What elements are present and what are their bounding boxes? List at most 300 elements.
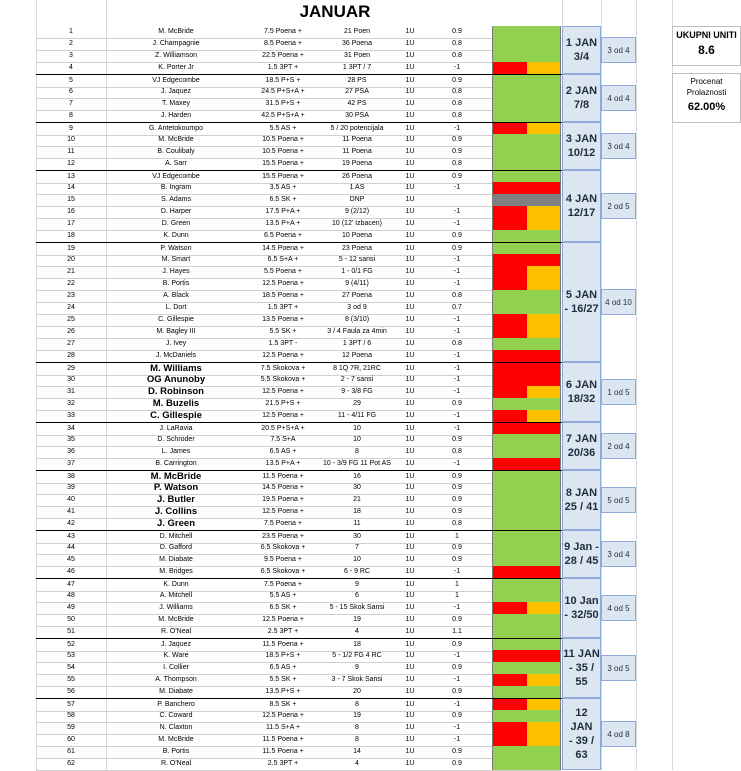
player-name[interactable]: M. Diabate bbox=[159, 556, 193, 563]
odds-return[interactable]: 0.8 bbox=[452, 448, 462, 455]
row-number[interactable]: 3 bbox=[69, 52, 73, 59]
player-name[interactable]: D. Gafford bbox=[159, 544, 193, 551]
player-name[interactable]: Z. Williamson bbox=[154, 52, 197, 59]
row-number[interactable]: 49 bbox=[67, 604, 75, 611]
day-tally[interactable]: 5 od 5 bbox=[601, 487, 636, 513]
stake-unit[interactable]: 1U bbox=[405, 556, 415, 563]
row-number[interactable]: 12 bbox=[67, 160, 75, 167]
player-name[interactable]: M. Smart bbox=[161, 256, 191, 263]
pass-rate-box[interactable] bbox=[672, 73, 741, 123]
day-tally[interactable]: 4 od 4 bbox=[601, 85, 636, 111]
bet-result[interactable]: 3 / 4 Faula za 4min bbox=[327, 328, 387, 335]
day-block[interactable] bbox=[562, 470, 601, 530]
bet-line[interactable]: 20.5 P+S+A + bbox=[261, 425, 305, 432]
row-number[interactable]: 13 bbox=[67, 173, 75, 180]
player-name[interactable]: R. O'Neal bbox=[160, 760, 192, 767]
stake-unit[interactable]: 1U bbox=[405, 604, 415, 611]
bet-line[interactable]: 12.5 Poena + bbox=[262, 712, 304, 719]
bet-result[interactable]: 9 - 3/8 FG bbox=[341, 388, 373, 395]
bet-result[interactable]: 29 bbox=[353, 400, 361, 407]
bet-line[interactable]: 1.5 3PT + bbox=[267, 304, 299, 311]
bet-result[interactable]: 10 - 3/9 FG 11 Pot AS bbox=[323, 460, 391, 467]
row-number[interactable]: 35 bbox=[67, 436, 75, 443]
stake-unit[interactable]: 1U bbox=[405, 220, 415, 227]
bet-result[interactable]: 1 3PT / 7 bbox=[342, 64, 372, 71]
player-name[interactable]: I. Collier bbox=[163, 664, 189, 671]
stake-unit[interactable]: 1U bbox=[405, 616, 415, 623]
player-name[interactable]: S. Adams bbox=[161, 196, 191, 203]
day-tally[interactable]: 3 od 4 bbox=[601, 541, 636, 567]
stake-unit[interactable]: 1U bbox=[405, 652, 415, 659]
player-name[interactable]: D. Schroder bbox=[157, 436, 195, 443]
day-tally[interactable]: 3 od 4 bbox=[601, 133, 636, 159]
player-name[interactable]: A. Black bbox=[163, 292, 189, 299]
odds-return[interactable]: -1 bbox=[453, 604, 461, 611]
stake-unit[interactable]: 1U bbox=[405, 676, 415, 683]
bet-line[interactable]: 14.5 Poena + bbox=[262, 245, 304, 252]
odds-return[interactable]: -1 bbox=[453, 280, 461, 287]
row-number[interactable]: 8 bbox=[69, 112, 73, 119]
player-name[interactable]: J. Butler bbox=[156, 494, 195, 505]
odds-return[interactable]: -1 bbox=[453, 425, 461, 432]
odds-return[interactable]: 0.9 bbox=[452, 400, 462, 407]
stake-unit[interactable]: 1U bbox=[405, 484, 415, 491]
row-number[interactable]: 5 bbox=[69, 77, 73, 84]
player-name[interactable]: M. McBride bbox=[158, 736, 194, 743]
odds-return[interactable]: 0.9 bbox=[452, 544, 462, 551]
bet-result[interactable]: 8 1Q 7R, 21RC bbox=[333, 365, 381, 372]
odds-return[interactable]: -1 bbox=[453, 724, 461, 731]
odds-return[interactable]: 0.9 bbox=[452, 688, 462, 695]
row-number[interactable]: 60 bbox=[67, 736, 75, 743]
stake-unit[interactable]: 1U bbox=[405, 568, 415, 575]
bet-line[interactable]: 7.5 Poena + bbox=[264, 28, 302, 35]
bet-result[interactable]: 26 Poena bbox=[342, 173, 372, 180]
odds-return[interactable]: 0.8 bbox=[452, 340, 462, 347]
row-number[interactable]: 7 bbox=[69, 100, 73, 107]
odds-return[interactable] bbox=[426, 194, 488, 206]
odds-return[interactable]: -1 bbox=[453, 388, 461, 395]
bet-result[interactable]: 1 AS bbox=[349, 184, 365, 191]
day-tally[interactable]: 3 od 5 bbox=[601, 655, 636, 681]
stake-unit[interactable]: 1U bbox=[405, 448, 415, 455]
bet-result[interactable]: 16 bbox=[353, 473, 361, 480]
row-number[interactable]: 23 bbox=[67, 292, 75, 299]
row-number[interactable]: 38 bbox=[67, 473, 75, 480]
player-name[interactable]: J. Green bbox=[156, 518, 196, 529]
stake-unit[interactable]: 1U bbox=[405, 112, 415, 119]
stake-unit[interactable]: 1U bbox=[405, 100, 415, 107]
day-tally[interactable]: 1 od 5 bbox=[601, 379, 636, 405]
odds-return[interactable]: -1 bbox=[453, 64, 461, 71]
bet-line[interactable]: 14.5 Poena + bbox=[262, 484, 304, 491]
odds-return[interactable]: 0.9 bbox=[452, 473, 462, 480]
odds-return[interactable]: 0.8 bbox=[452, 40, 462, 47]
odds-return[interactable]: 0.9 bbox=[452, 616, 462, 623]
bet-line[interactable]: 22.5 Poena + bbox=[262, 52, 304, 59]
row-number[interactable]: 42 bbox=[67, 520, 75, 527]
row-number[interactable]: 44 bbox=[67, 544, 75, 551]
row-number[interactable]: 47 bbox=[67, 581, 75, 588]
row-number[interactable]: 27 bbox=[67, 340, 75, 347]
odds-return[interactable]: 0.9 bbox=[452, 148, 462, 155]
odds-return[interactable]: -1 bbox=[453, 701, 461, 708]
bet-result[interactable]: 31 Poen bbox=[343, 52, 371, 59]
stake-unit[interactable]: 1U bbox=[405, 400, 415, 407]
bet-result[interactable]: 19 bbox=[353, 712, 361, 719]
bet-line[interactable]: 5.5 SK + bbox=[269, 676, 297, 683]
odds-return[interactable]: 0.8 bbox=[452, 292, 462, 299]
odds-return[interactable]: 0.8 bbox=[452, 52, 462, 59]
row-number[interactable]: 58 bbox=[67, 712, 75, 719]
player-name[interactable]: L. Dort bbox=[165, 304, 187, 311]
stake-unit[interactable]: 1U bbox=[405, 641, 415, 648]
odds-return[interactable]: -1 bbox=[453, 256, 461, 263]
odds-return[interactable]: 0.9 bbox=[452, 77, 462, 84]
row-number[interactable]: 36 bbox=[67, 448, 75, 455]
odds-return[interactable]: 0.9 bbox=[452, 173, 462, 180]
bet-result[interactable]: 21 Poen bbox=[343, 28, 371, 35]
stake-unit[interactable]: 1U bbox=[405, 412, 415, 419]
row-number[interactable]: 46 bbox=[67, 568, 75, 575]
day-block[interactable] bbox=[562, 422, 601, 470]
row-number[interactable]: 29 bbox=[67, 365, 75, 372]
row-number[interactable]: 34 bbox=[67, 425, 75, 432]
bet-result[interactable]: 8 bbox=[355, 724, 359, 731]
bet-line[interactable]: 1.5 3PT - bbox=[268, 340, 298, 347]
player-name[interactable]: B. Coulibaly bbox=[157, 148, 195, 155]
bet-line[interactable]: 5.5 AS + bbox=[269, 592, 297, 599]
row-number[interactable]: 21 bbox=[67, 268, 75, 275]
stake-unit[interactable]: 1U bbox=[405, 40, 415, 47]
player-name[interactable]: B. Ingram bbox=[160, 184, 192, 191]
bet-result[interactable]: 7 bbox=[355, 544, 359, 551]
bet-result[interactable]: 5 - 12 sansi bbox=[338, 256, 376, 263]
stake-unit[interactable]: 1U bbox=[405, 196, 415, 203]
player-name[interactable]: K. Dunn bbox=[163, 232, 189, 239]
bet-line[interactable]: 18.5 P+S + bbox=[265, 652, 301, 659]
sheet-title[interactable]: JANUAR bbox=[299, 2, 371, 21]
player-name[interactable]: L. James bbox=[161, 448, 191, 455]
player-name[interactable]: J. Harden bbox=[160, 112, 192, 119]
bet-line[interactable]: 17.5 P+A + bbox=[265, 208, 301, 215]
bet-result[interactable]: 11 bbox=[353, 520, 361, 527]
odds-return[interactable]: 1.1 bbox=[452, 628, 462, 635]
day-tally[interactable]: 4 od 10 bbox=[601, 289, 636, 315]
player-name[interactable]: M. Buzelis bbox=[152, 398, 200, 409]
odds-return[interactable]: 0.8 bbox=[452, 520, 462, 527]
bet-line[interactable]: 11.5 Poena + bbox=[262, 736, 304, 743]
bet-line[interactable]: 18.5 P+S + bbox=[265, 77, 301, 84]
row-number[interactable]: 26 bbox=[67, 328, 75, 335]
player-name[interactable]: J. Collins bbox=[154, 506, 198, 517]
odds-return[interactable]: 1 bbox=[455, 581, 459, 588]
stake-unit[interactable]: 1U bbox=[405, 748, 415, 755]
odds-return[interactable]: -1 bbox=[453, 376, 461, 383]
bet-result[interactable]: 21 bbox=[353, 496, 361, 503]
bet-result[interactable]: 2 - 7 sansi bbox=[340, 376, 374, 383]
odds-return[interactable]: 0.9 bbox=[452, 641, 462, 648]
stake-unit[interactable]: 1U bbox=[405, 628, 415, 635]
row-number[interactable]: 40 bbox=[67, 496, 75, 503]
odds-return[interactable]: 0.9 bbox=[452, 436, 462, 443]
bet-result[interactable]: 3 od 9 bbox=[347, 304, 367, 311]
row-number[interactable]: 24 bbox=[67, 304, 75, 311]
player-name[interactable]: M. Bridges bbox=[159, 568, 193, 575]
row-number[interactable]: 14 bbox=[67, 184, 75, 191]
odds-return[interactable]: -1 bbox=[453, 568, 461, 575]
odds-return[interactable]: -1 bbox=[453, 328, 461, 335]
player-name[interactable]: D. Mitchell bbox=[159, 533, 193, 540]
bet-line[interactable]: 7.5 Poena + bbox=[264, 520, 302, 527]
player-name[interactable]: A. Thompson bbox=[155, 676, 197, 683]
player-name[interactable]: J. Jaquez bbox=[161, 641, 191, 648]
bet-line[interactable]: 13.5 P+A + bbox=[265, 220, 301, 227]
bet-line[interactable]: 12.5 Poena + bbox=[262, 508, 304, 515]
odds-return[interactable]: 0.7 bbox=[452, 304, 462, 311]
stake-unit[interactable]: 1U bbox=[405, 125, 415, 132]
stake-unit[interactable]: 1U bbox=[405, 280, 415, 287]
day-tally[interactable]: 3 od 4 bbox=[601, 37, 636, 63]
row-number[interactable]: 59 bbox=[67, 724, 75, 731]
player-name[interactable]: C. Coward bbox=[159, 712, 193, 719]
player-name[interactable]: M. McBride bbox=[158, 616, 194, 623]
player-name[interactable]: M. Williams bbox=[150, 363, 202, 374]
row-number[interactable]: 48 bbox=[67, 592, 75, 599]
day-block[interactable] bbox=[562, 122, 601, 170]
player-name[interactable]: VJ Edgecombe bbox=[152, 77, 200, 84]
player-name[interactable]: B. Carrington bbox=[155, 460, 197, 467]
bet-line[interactable]: 5.5 Poena + bbox=[264, 268, 302, 275]
bet-result[interactable]: 23 Poena bbox=[342, 245, 372, 252]
stake-unit[interactable]: 1U bbox=[405, 245, 415, 252]
bet-line[interactable]: 24.5 P+S+A + bbox=[261, 88, 305, 95]
player-name[interactable]: OG Anunoby bbox=[146, 374, 206, 385]
bet-result[interactable]: 8 bbox=[355, 701, 359, 708]
bet-line[interactable]: 15.5 Poena + bbox=[262, 160, 304, 167]
bet-result[interactable]: 8 bbox=[355, 736, 359, 743]
player-name[interactable]: P. Banchero bbox=[157, 701, 195, 708]
odds-return[interactable]: 0.9 bbox=[452, 245, 462, 252]
player-name[interactable]: B. Portis bbox=[162, 280, 190, 287]
bet-result[interactable]: 1 3PT / 6 bbox=[342, 340, 372, 347]
odds-return[interactable]: -1 bbox=[453, 736, 461, 743]
stake-unit[interactable]: 1U bbox=[405, 292, 415, 299]
bet-line[interactable]: 18.5 Poena + bbox=[262, 292, 304, 299]
bet-result[interactable]: 4 bbox=[355, 628, 359, 635]
stake-unit[interactable]: 1U bbox=[405, 173, 415, 180]
bet-line[interactable]: 1.5 3PT + bbox=[267, 64, 299, 71]
bet-result[interactable]: DNP bbox=[349, 196, 365, 203]
stake-unit[interactable]: 1U bbox=[405, 148, 415, 155]
player-name[interactable]: D. Robinson bbox=[148, 386, 204, 397]
player-name[interactable]: C. Gillespie bbox=[150, 410, 202, 421]
odds-return[interactable]: -1 bbox=[453, 676, 461, 683]
stake-unit[interactable]: 1U bbox=[405, 581, 415, 588]
bet-result[interactable]: 10 bbox=[353, 436, 361, 443]
bet-result[interactable]: 27 PSA bbox=[345, 88, 369, 95]
row-number[interactable]: 32 bbox=[67, 400, 75, 407]
stake-unit[interactable]: 1U bbox=[405, 340, 415, 347]
odds-return[interactable]: 0.9 bbox=[452, 484, 462, 491]
player-name[interactable]: J. Ivey bbox=[165, 340, 187, 347]
bet-result[interactable]: 19 Poena bbox=[342, 160, 372, 167]
bet-result[interactable]: 9 bbox=[355, 664, 359, 671]
row-number[interactable]: 4 bbox=[69, 64, 73, 71]
odds-return[interactable]: -1 bbox=[453, 652, 461, 659]
day-block[interactable] bbox=[562, 638, 601, 698]
bet-line[interactable]: 12.5 Poena + bbox=[262, 616, 304, 623]
bet-line[interactable]: 19.5 Poena + bbox=[262, 496, 304, 503]
bet-line[interactable]: 23.5 Poena + bbox=[262, 533, 304, 540]
player-name[interactable]: D. Harper bbox=[160, 208, 192, 215]
bet-line[interactable]: 5.5 AS + bbox=[269, 125, 297, 132]
bet-result[interactable]: 20 bbox=[353, 688, 361, 695]
odds-return[interactable]: 0.8 bbox=[452, 88, 462, 95]
row-number[interactable]: 39 bbox=[67, 484, 75, 491]
odds-return[interactable]: -1 bbox=[453, 352, 461, 359]
player-name[interactable]: J. Jaquez bbox=[161, 88, 191, 95]
bet-line[interactable]: 31.5 P+S + bbox=[265, 100, 301, 107]
bet-line[interactable]: 13.5 P+S + bbox=[265, 688, 301, 695]
bet-result[interactable]: 6 - 9 RC bbox=[343, 568, 371, 575]
player-name[interactable]: P. Watson bbox=[153, 482, 199, 493]
bet-result[interactable]: 42 PS bbox=[347, 100, 367, 107]
day-block[interactable] bbox=[562, 698, 601, 770]
day-block[interactable] bbox=[562, 578, 601, 638]
bet-result[interactable]: 12 Poena bbox=[342, 352, 372, 359]
bet-line[interactable]: 12.5 Poena + bbox=[262, 388, 304, 395]
day-block[interactable] bbox=[562, 26, 601, 74]
player-name[interactable]: K. Ware bbox=[163, 652, 189, 659]
player-name[interactable]: K. Dunn bbox=[163, 581, 189, 588]
player-name[interactable]: J. Hayes bbox=[162, 268, 190, 275]
row-number[interactable]: 2 bbox=[69, 40, 73, 47]
bet-result[interactable]: 1 - 0/1 FG bbox=[341, 268, 373, 275]
bet-line[interactable]: 15.5 Poena + bbox=[262, 173, 304, 180]
bet-result[interactable]: 28 PS bbox=[347, 77, 367, 84]
bet-result[interactable]: 19 bbox=[353, 616, 361, 623]
row-number[interactable]: 16 bbox=[67, 208, 75, 215]
stake-unit[interactable]: 1U bbox=[405, 460, 415, 467]
bet-result[interactable]: 10 (12' Izbacen) bbox=[332, 220, 382, 227]
player-name[interactable]: M. Bagley III bbox=[156, 328, 196, 335]
bet-line[interactable]: 12.5 Poena + bbox=[262, 280, 304, 287]
stake-unit[interactable]: 1U bbox=[405, 328, 415, 335]
player-name[interactable]: J. McDaniels bbox=[155, 352, 197, 359]
row-number[interactable]: 31 bbox=[67, 388, 75, 395]
bet-result[interactable]: 18 bbox=[353, 641, 361, 648]
day-tally[interactable]: 4 od 5 bbox=[601, 595, 636, 621]
row-number[interactable]: 20 bbox=[67, 256, 75, 263]
stake-unit[interactable]: 1U bbox=[405, 760, 415, 767]
bet-line[interactable]: 11.5 S+A + bbox=[265, 724, 301, 731]
bet-result[interactable]: 11 Poena bbox=[342, 148, 372, 155]
bet-line[interactable]: 21.5 P+S + bbox=[265, 400, 301, 407]
player-name[interactable]: C. Gillespie bbox=[158, 316, 194, 323]
stake-unit[interactable]: 1U bbox=[405, 736, 415, 743]
bet-line[interactable]: 10.5 Poena + bbox=[262, 136, 304, 143]
player-name[interactable]: T. Maxey bbox=[161, 100, 190, 107]
bet-line[interactable]: 10.5 Poena + bbox=[262, 148, 304, 155]
odds-return[interactable]: 0.8 bbox=[452, 160, 462, 167]
bet-line[interactable]: 11.5 Poena + bbox=[262, 641, 304, 648]
row-number[interactable]: 54 bbox=[67, 664, 75, 671]
stake-unit[interactable]: 1U bbox=[405, 496, 415, 503]
bet-result[interactable]: 30 PSA bbox=[345, 112, 369, 119]
bet-line[interactable]: 7.5 Skokova + bbox=[260, 365, 306, 372]
player-name[interactable]: B. Portis bbox=[162, 748, 190, 755]
stake-unit[interactable]: 1U bbox=[405, 316, 415, 323]
bet-line[interactable]: 3.5 AS + bbox=[269, 184, 297, 191]
row-number[interactable]: 37 bbox=[67, 460, 75, 467]
bet-line[interactable]: 7.5 S+A bbox=[270, 436, 296, 443]
bet-result[interactable]: 10 Poena bbox=[342, 232, 372, 239]
bet-line[interactable]: 5.5 Skokova + bbox=[260, 376, 306, 383]
player-name[interactable]: M. Diabate bbox=[159, 688, 193, 695]
bet-result[interactable]: 11 Poena bbox=[342, 136, 372, 143]
row-number[interactable]: 10 bbox=[67, 136, 75, 143]
stake-unit[interactable]: 1U bbox=[405, 88, 415, 95]
bet-line[interactable]: 9.5 Poena + bbox=[264, 556, 302, 563]
bet-line[interactable]: 6.5 Skokova + bbox=[260, 568, 306, 575]
stake-unit[interactable]: 1U bbox=[405, 388, 415, 395]
stake-unit[interactable]: 1U bbox=[405, 160, 415, 167]
bet-result[interactable]: 11 - 4/11 FG bbox=[337, 412, 377, 419]
stake-unit[interactable]: 1U bbox=[405, 64, 415, 71]
stake-unit[interactable]: 1U bbox=[405, 425, 415, 432]
odds-return[interactable]: 0.9 bbox=[452, 136, 462, 143]
stake-unit[interactable]: 1U bbox=[405, 52, 415, 59]
stake-unit[interactable]: 1U bbox=[405, 533, 415, 540]
player-name[interactable]: G. Antetokoumpo bbox=[148, 125, 204, 132]
day-tally[interactable]: 2 od 5 bbox=[601, 193, 636, 219]
bet-line[interactable]: 12.5 Poena + bbox=[262, 352, 304, 359]
day-block[interactable] bbox=[562, 74, 601, 122]
bet-line[interactable]: 13.5 P+A + bbox=[265, 460, 301, 467]
odds-return[interactable]: 0.9 bbox=[452, 760, 462, 767]
day-block[interactable] bbox=[562, 242, 601, 362]
row-number[interactable]: 19 bbox=[67, 245, 75, 252]
row-number[interactable]: 51 bbox=[67, 628, 75, 635]
bet-result[interactable]: 14 bbox=[353, 748, 361, 755]
odds-return[interactable]: 0.9 bbox=[452, 232, 462, 239]
row-number[interactable]: 28 bbox=[67, 352, 75, 359]
row-number[interactable]: 33 bbox=[67, 412, 75, 419]
bet-result[interactable]: 3 - 7 Skok Sansi bbox=[331, 676, 383, 683]
player-name[interactable]: K. Porter Jr bbox=[158, 64, 194, 71]
odds-return[interactable]: 0.9 bbox=[452, 508, 462, 515]
bet-line[interactable]: 13.5 Poena + bbox=[262, 316, 304, 323]
bet-result[interactable]: 5 - 1/2 FG 4 RC bbox=[332, 652, 382, 659]
odds-return[interactable]: 0.8 bbox=[452, 112, 462, 119]
bet-line[interactable]: 7.5 Poena + bbox=[264, 581, 302, 588]
bet-line[interactable]: 6.5 AS + bbox=[269, 448, 297, 455]
stake-unit[interactable]: 1U bbox=[405, 304, 415, 311]
odds-return[interactable]: 1 bbox=[455, 533, 459, 540]
player-name[interactable]: VJ Edgecombe bbox=[152, 173, 200, 180]
odds-return[interactable]: -1 bbox=[453, 220, 461, 227]
row-number[interactable]: 56 bbox=[67, 688, 75, 695]
odds-return[interactable]: -1 bbox=[453, 412, 461, 419]
stake-unit[interactable]: 1U bbox=[405, 268, 415, 275]
stake-unit[interactable]: 1U bbox=[405, 376, 415, 383]
row-number[interactable]: 55 bbox=[67, 676, 75, 683]
player-name[interactable]: P. Watson bbox=[160, 245, 192, 252]
odds-return[interactable]: -1 bbox=[453, 184, 461, 191]
row-number[interactable]: 45 bbox=[67, 556, 75, 563]
stake-unit[interactable]: 1U bbox=[405, 724, 415, 731]
